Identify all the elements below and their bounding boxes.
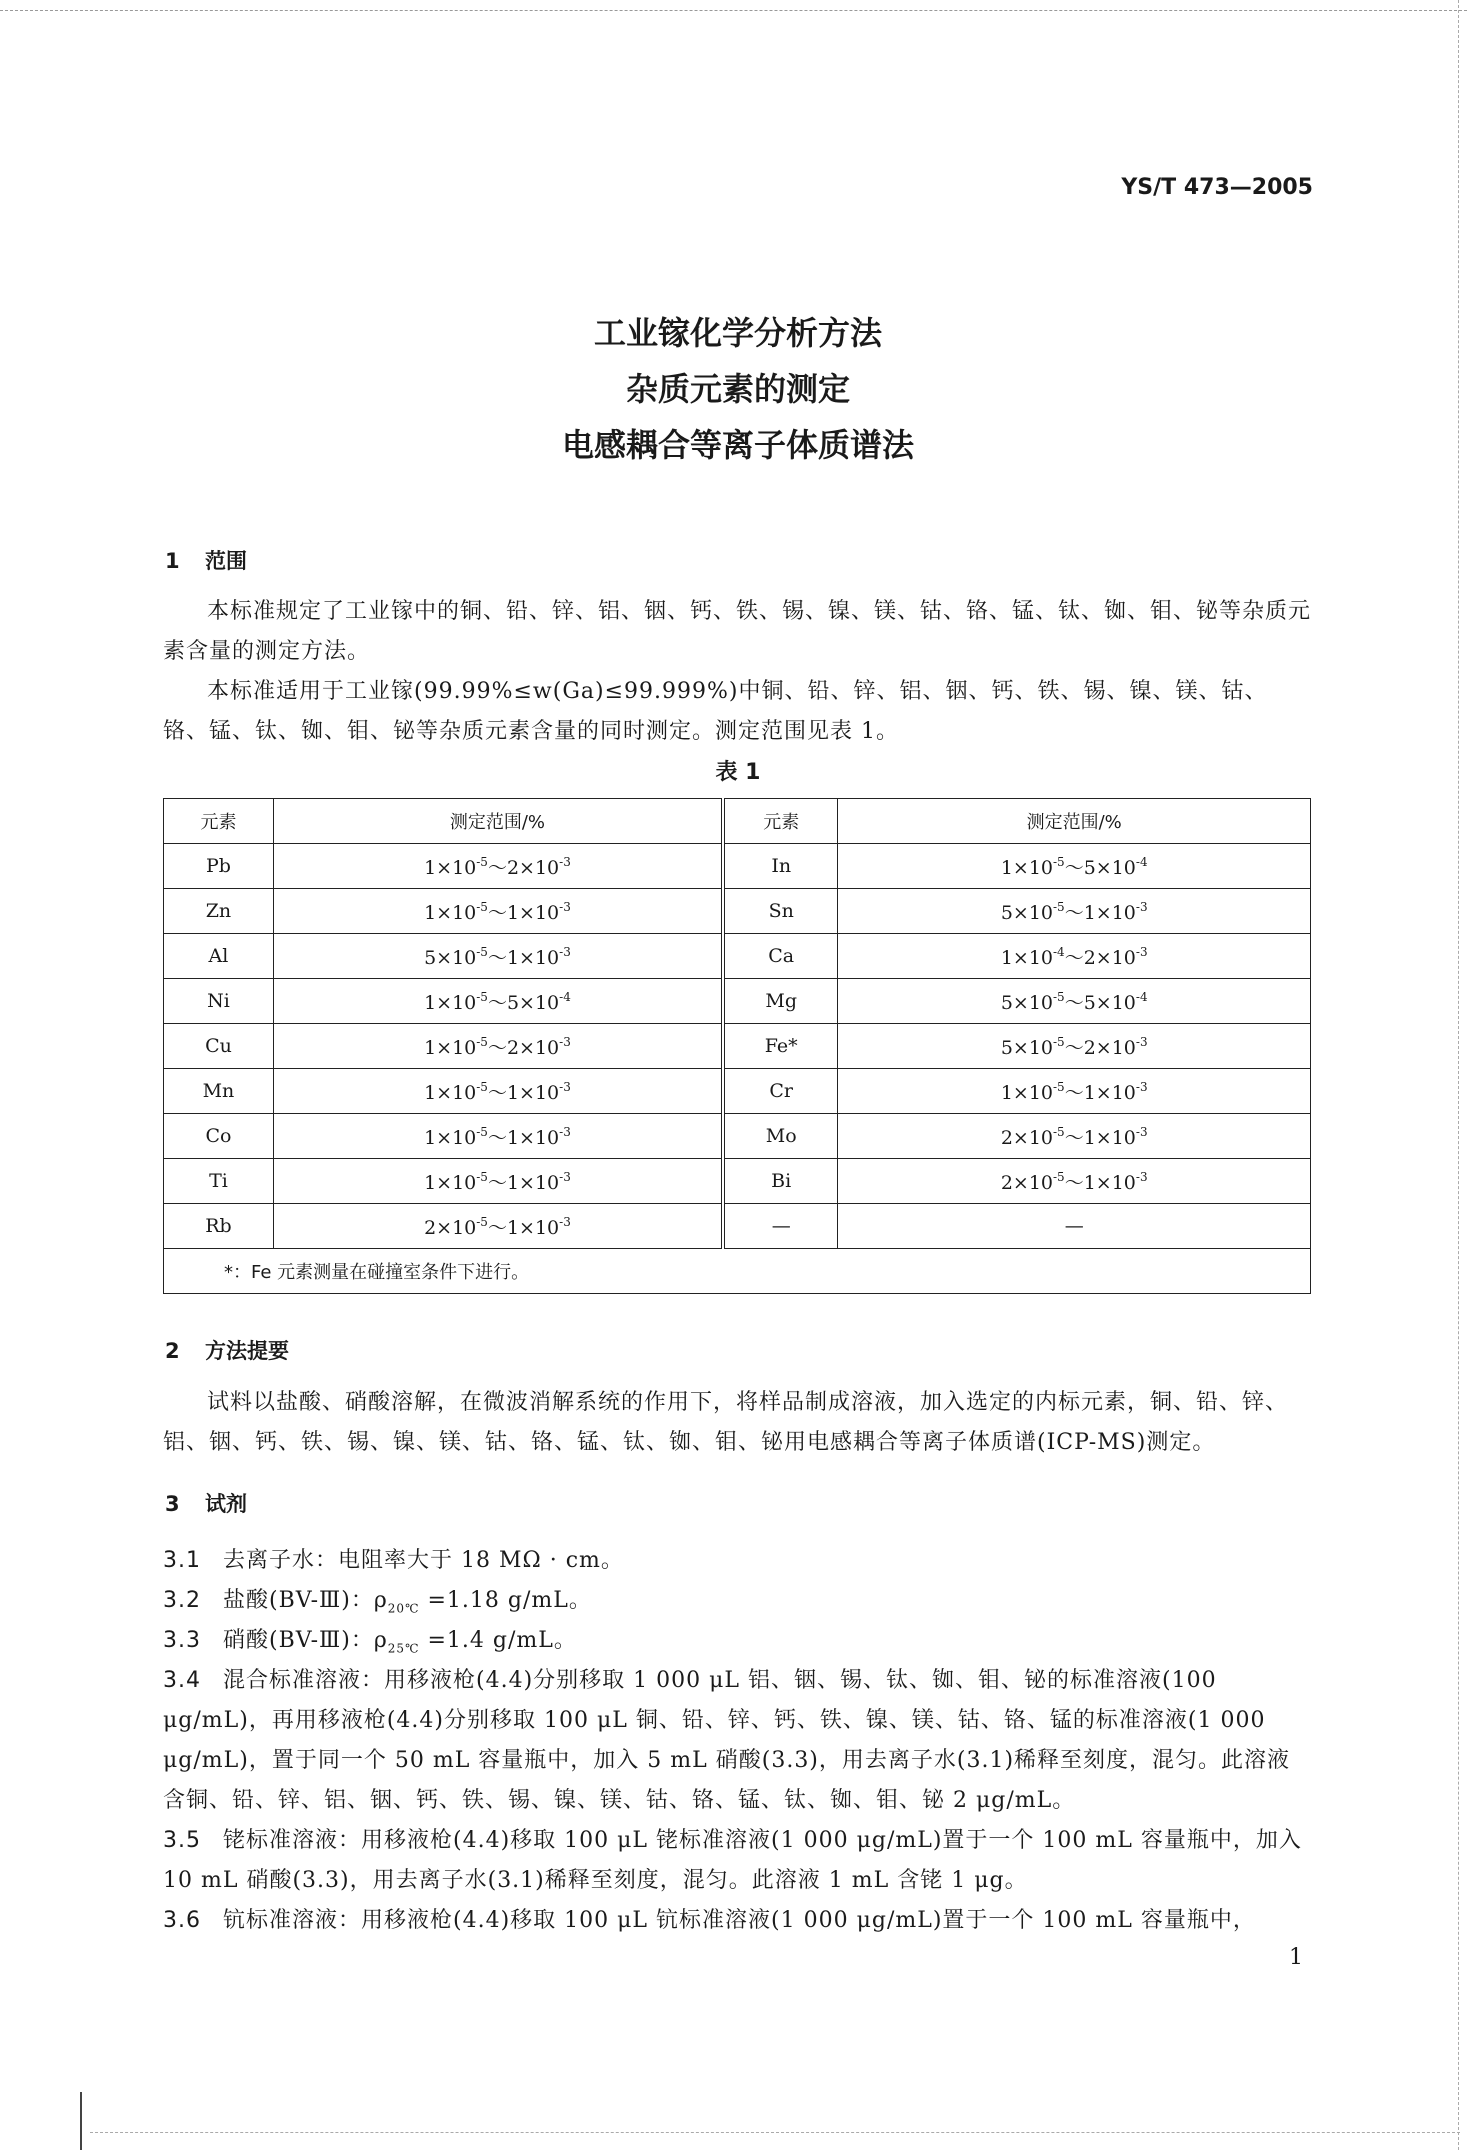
range-cell: $5\times 10^{-5}\sim 5\times 10^{-4}$ bbox=[838, 979, 1311, 1024]
section-number: 1 bbox=[165, 549, 180, 573]
range-cell: $1\times 10^{-4}\sim 2\times 10^{-3}$ bbox=[838, 934, 1311, 979]
reagent-item: 3.2 盐酸(BV-Ⅲ)：$\rho_{20℃} =1.18$ g/mL。 bbox=[163, 1588, 592, 1616]
reagent-item: 3.3 硝酸(BV-Ⅲ)：$\rho_{25℃} =1.4$ g/mL。 bbox=[163, 1628, 577, 1656]
element-cell: Sn bbox=[723, 889, 838, 934]
element-cell: Ca bbox=[723, 934, 838, 979]
range-cell: $1\times 10^{-5}\sim 2\times 10^{-3}$ bbox=[273, 1024, 723, 1069]
element-cell: Bi bbox=[723, 1159, 838, 1204]
element-cell: Cu bbox=[164, 1024, 274, 1069]
section-2-paragraph: 试料以盐酸、硝酸溶解，在微波消解系统的作用下，将样品制成溶液，加入选定的内标元素，铜、铅、锌、铝、铟、钙、铁、锡、镍、镁、钴、铬、锰、钛、铷、钼、铋用电感耦合等离子体质谱(ICP-MS)测定。 bbox=[163, 1390, 1289, 1455]
range-cell: $2\times 10^{-5}\sim 1\times 10^{-3}$ bbox=[273, 1204, 723, 1249]
element-cell: In bbox=[723, 844, 838, 889]
element-cell: Al bbox=[164, 934, 274, 979]
range-cell: $1\times 10^{-5}\sim 5\times 10^{-4}$ bbox=[838, 844, 1311, 889]
range-cell: — bbox=[838, 1204, 1311, 1249]
element-cell: Mg bbox=[723, 979, 838, 1024]
range-cell: $1\times 10^{-5}\sim 1\times 10^{-3}$ bbox=[273, 889, 723, 934]
element-cell: Cr bbox=[723, 1069, 838, 1114]
table-row bbox=[164, 1069, 1311, 1114]
element-cell: Rb bbox=[164, 1204, 274, 1249]
range-cell: $5\times 10^{-5}\sim 2\times 10^{-3}$ bbox=[838, 1024, 1311, 1069]
scan-edge-mark bbox=[80, 2092, 82, 2150]
element-cell: Mo bbox=[723, 1114, 838, 1159]
table-row bbox=[164, 1204, 1311, 1249]
range-cell: $1\times 10^{-5}\sim 1\times 10^{-3}$ bbox=[273, 1114, 723, 1159]
section-number: 2 bbox=[165, 1339, 180, 1363]
reagent-item: 3.5 铑标准溶液：用移液枪(4.4)移取 100 μL 铑标准溶液(1 000 μg/mL)置于一个 100 mL 容量瓶中，加入 10 mL 硝酸(3.3)，用去离子水(3.1)稀释至刻度，混匀。此溶液 1 mL 含铑 1 μg。 bbox=[163, 1828, 1302, 1893]
table-row bbox=[164, 889, 1311, 934]
range-cell: $2\times 10^{-5}\sim 1\times 10^{-3}$ bbox=[838, 1159, 1311, 1204]
element-cell: Pb bbox=[164, 844, 274, 889]
section-title: 范围 bbox=[205, 549, 247, 573]
title-line-1: 工业镓化学分析方法 bbox=[593, 314, 882, 352]
section-3-heading bbox=[165, 1488, 247, 1518]
scan-edge-bottom bbox=[90, 2132, 1460, 2133]
scan-edge-right bbox=[1458, 0, 1459, 2150]
standard-code: YS/T 473—2005 bbox=[1121, 175, 1313, 200]
range-table bbox=[163, 798, 1311, 1294]
reagent-item: 3.1 去离子水：电阻率大于 18 MΩ · cm。 bbox=[163, 1548, 624, 1573]
range-cell: $5\times 10^{-5}\sim 1\times 10^{-3}$ bbox=[273, 934, 723, 979]
table-row bbox=[164, 1024, 1311, 1069]
header-range: 测定范围/% bbox=[838, 799, 1311, 844]
header-element: 元素 bbox=[723, 799, 838, 844]
reagent-item: 3.6 钪标准溶液：用移液枪(4.4)移取 100 μL 钪标准溶液(1 000 μg/mL)置于一个 100 mL 容量瓶中， bbox=[163, 1908, 1256, 1933]
table-footnote: *：Fe 元素测量在碰撞室条件下进行。 bbox=[164, 1249, 1311, 1294]
document-title bbox=[163, 305, 1313, 473]
section-2-heading bbox=[165, 1335, 289, 1365]
page-number: 1 bbox=[1289, 1945, 1303, 1970]
element-cell: Ni bbox=[164, 979, 274, 1024]
table-row bbox=[164, 979, 1311, 1024]
section-1-heading bbox=[165, 545, 247, 575]
range-cell: $2\times 10^{-5}\sim 1\times 10^{-3}$ bbox=[838, 1114, 1311, 1159]
table-caption: 表 1 bbox=[715, 760, 761, 785]
element-cell: Fe* bbox=[723, 1024, 838, 1069]
range-cell: $5\times 10^{-5}\sim 1\times 10^{-3}$ bbox=[838, 889, 1311, 934]
range-cell: $1\times 10^{-5}\sim 2\times 10^{-3}$ bbox=[273, 844, 723, 889]
element-cell: Mn bbox=[164, 1069, 274, 1114]
element-cell: Co bbox=[164, 1114, 274, 1159]
header-element: 元素 bbox=[164, 799, 274, 844]
header-range: 测定范围/% bbox=[273, 799, 723, 844]
title-line-3: 电感耦合等离子体质谱法 bbox=[561, 426, 914, 464]
scan-edge-top bbox=[0, 10, 1467, 11]
reagent-item: 3.4 混合标准溶液：用移液枪(4.4)分别移取 1 000 μL 铝、铟、锡、钛、铷、钼、铋的标准溶液(100 μg/mL)，再用移液枪(4.4)分别移取 100 μL 铜、铅、锌、钙、铁、镍、镁、钴、铬、锰的标准溶液(1 000 μg/mL)，置于同一个 50 mL 容量瓶中，加入 5 mL 硝酸(3.3)，用去离子水(3.1)稀释至刻度，混匀。此溶液含铜、铅、锌、铝、铟、钙、铁、锡、镍、镁、钴、铬、锰、钛、铷、钼、铋 2 μg/mL。 bbox=[163, 1668, 1291, 1813]
section-1-paragraph-1: 本标准规定了工业镓中的铜、铅、锌、铝、铟、钙、铁、锡、镍、镁、钴、铬、锰、钛、铷、钼、铋等杂质元素含量的测定方法。 bbox=[163, 599, 1312, 664]
section-1-paragraph-2: 本标准适用于工业镓(99.99%≤w(Ga)≤99.999%)中铜、铅、锌、铝、铟、钙、铁、锡、镍、镁、钴、铬、锰、钛、铷、钼、铋等杂质元素含量的同时测定。测定范围见表 1。 bbox=[163, 679, 1268, 744]
section-title: 方法提要 bbox=[205, 1339, 289, 1363]
table-row bbox=[164, 1159, 1311, 1204]
section-number: 3 bbox=[165, 1492, 180, 1516]
table-note-row bbox=[164, 1249, 1311, 1294]
table-row bbox=[164, 844, 1311, 889]
range-cell: $1\times 10^{-5}\sim 5\times 10^{-4}$ bbox=[273, 979, 723, 1024]
table-row bbox=[164, 1114, 1311, 1159]
range-cell: $1\times 10^{-5}\sim 1\times 10^{-3}$ bbox=[838, 1069, 1311, 1114]
element-cell: Zn bbox=[164, 889, 274, 934]
element-cell: Ti bbox=[164, 1159, 274, 1204]
title-line-2: 杂质元素的测定 bbox=[625, 370, 850, 408]
section-title: 试剂 bbox=[205, 1492, 247, 1516]
range-cell: $1\times 10^{-5}\sim 1\times 10^{-3}$ bbox=[273, 1159, 723, 1204]
element-cell: — bbox=[723, 1204, 838, 1249]
table-header-row bbox=[164, 799, 1311, 844]
table-row bbox=[164, 934, 1311, 979]
range-cell: $1\times 10^{-5}\sim 1\times 10^{-3}$ bbox=[273, 1069, 723, 1114]
